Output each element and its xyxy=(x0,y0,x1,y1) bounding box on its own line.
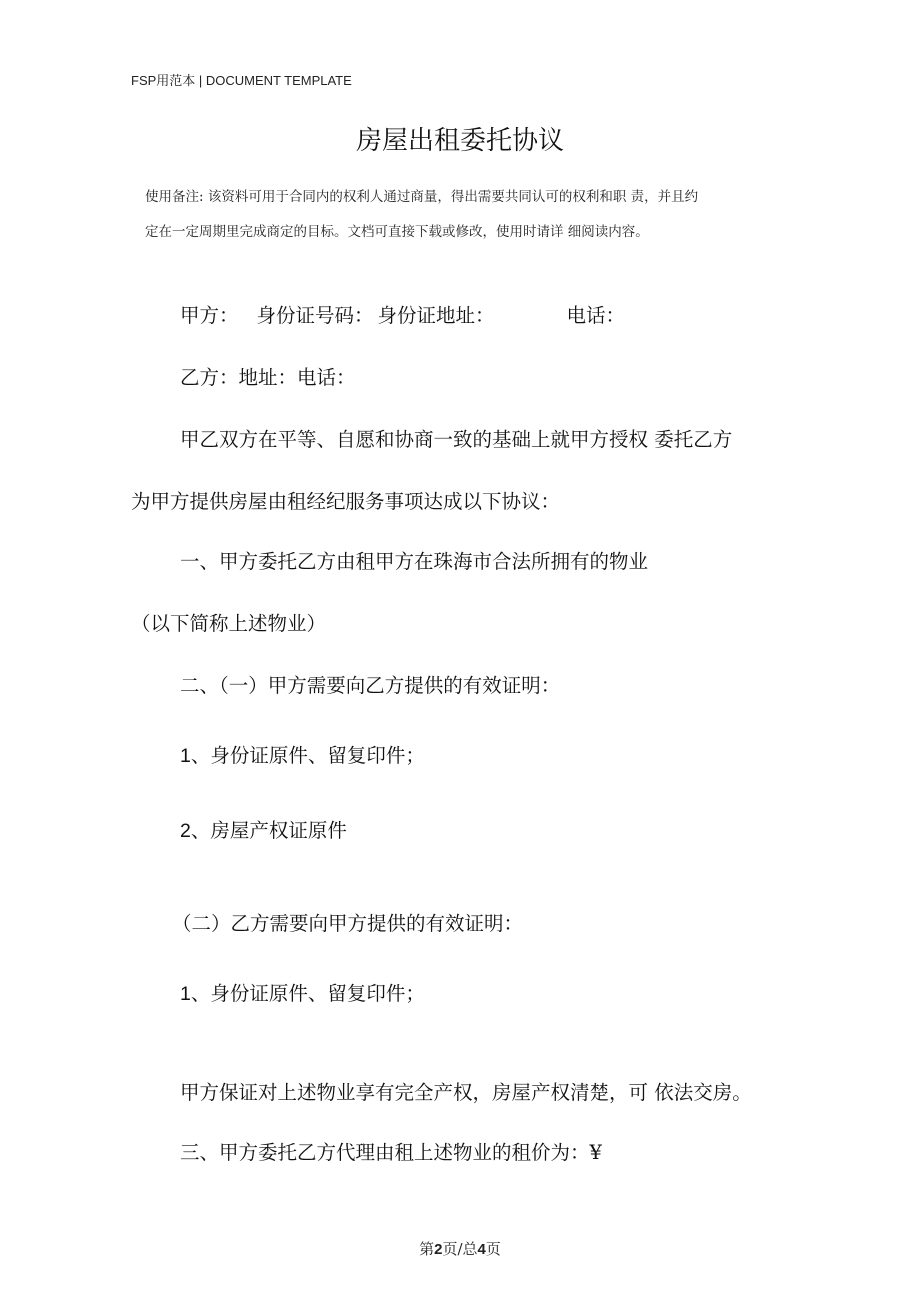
list-text: 、房屋产权证原件 xyxy=(190,819,347,842)
party-b-line: 乙方：地址：电话： xyxy=(180,366,356,389)
footer-mid: 页/总 xyxy=(442,1240,478,1258)
party-a-id-address-label: 身份证地址： xyxy=(377,304,495,327)
clause-2a-item-2 xyxy=(180,815,347,843)
usage-note-line-2: 定在一定周期里完成商定的目标。文档可直接下载或修改，使用时请详 细阅读内容。 xyxy=(145,224,649,240)
list-number: 1 xyxy=(180,745,191,767)
current-page-number: 2 xyxy=(434,1241,443,1258)
document-title: 房屋出租委托协议 xyxy=(355,126,564,156)
clause-1-line-1: 一、甲方委托乙方由租甲方在珠海市合法所拥有的物业 xyxy=(180,550,649,573)
clause-2b-item-1 xyxy=(180,978,425,1006)
clause-2a-item-1 xyxy=(180,740,425,768)
clause-3-line: 三、甲方委托乙方代理由租上述物业的租价为：¥ xyxy=(180,1141,602,1164)
party-a-label: 甲方： xyxy=(180,304,239,327)
page-footer xyxy=(0,1238,920,1259)
list-text: 、身份证原件、留复印件； xyxy=(190,982,425,1005)
clause-2-heading: 二、（一）甲方需要向乙方提供的有效证明： xyxy=(180,674,561,697)
total-page-number: 4 xyxy=(477,1241,486,1258)
party-a-phone-label: 电话： xyxy=(566,304,626,327)
list-text: 、身份证原件、留复印件； xyxy=(190,744,425,767)
list-number: 2 xyxy=(180,820,191,842)
footer-prefix: 第 xyxy=(419,1240,435,1258)
list-number: 1 xyxy=(180,983,191,1005)
document-header: FSP用范本 | DOCUMENT TEMPLATE xyxy=(131,73,352,88)
clause-2b-heading: （二）乙方需要向甲方提供的有效证明： xyxy=(172,912,524,935)
intro-line-1: 甲乙双方在平等、自愿和协商一致的基础上就甲方授权 委托乙方 xyxy=(180,428,733,451)
party-a-id-number-label: 身份证号码： xyxy=(256,304,374,327)
guarantee-line: 甲方保证对上述物业享有完全产权，房屋产权清楚，可 依法交房。 xyxy=(180,1081,752,1104)
footer-suffix: 页 xyxy=(485,1240,501,1258)
usage-note-line-1: 使用备注: 该资料可用于合同内的权利人通过商量，得出需要共同认可的权利和职 责，并且约 xyxy=(145,189,699,205)
party-a-line xyxy=(180,300,625,328)
clause-1-line-2: （以下简称上述物业） xyxy=(131,612,327,635)
intro-line-2: 为甲方提供房屋由租经纪服务事项达成以下协议： xyxy=(131,490,561,513)
